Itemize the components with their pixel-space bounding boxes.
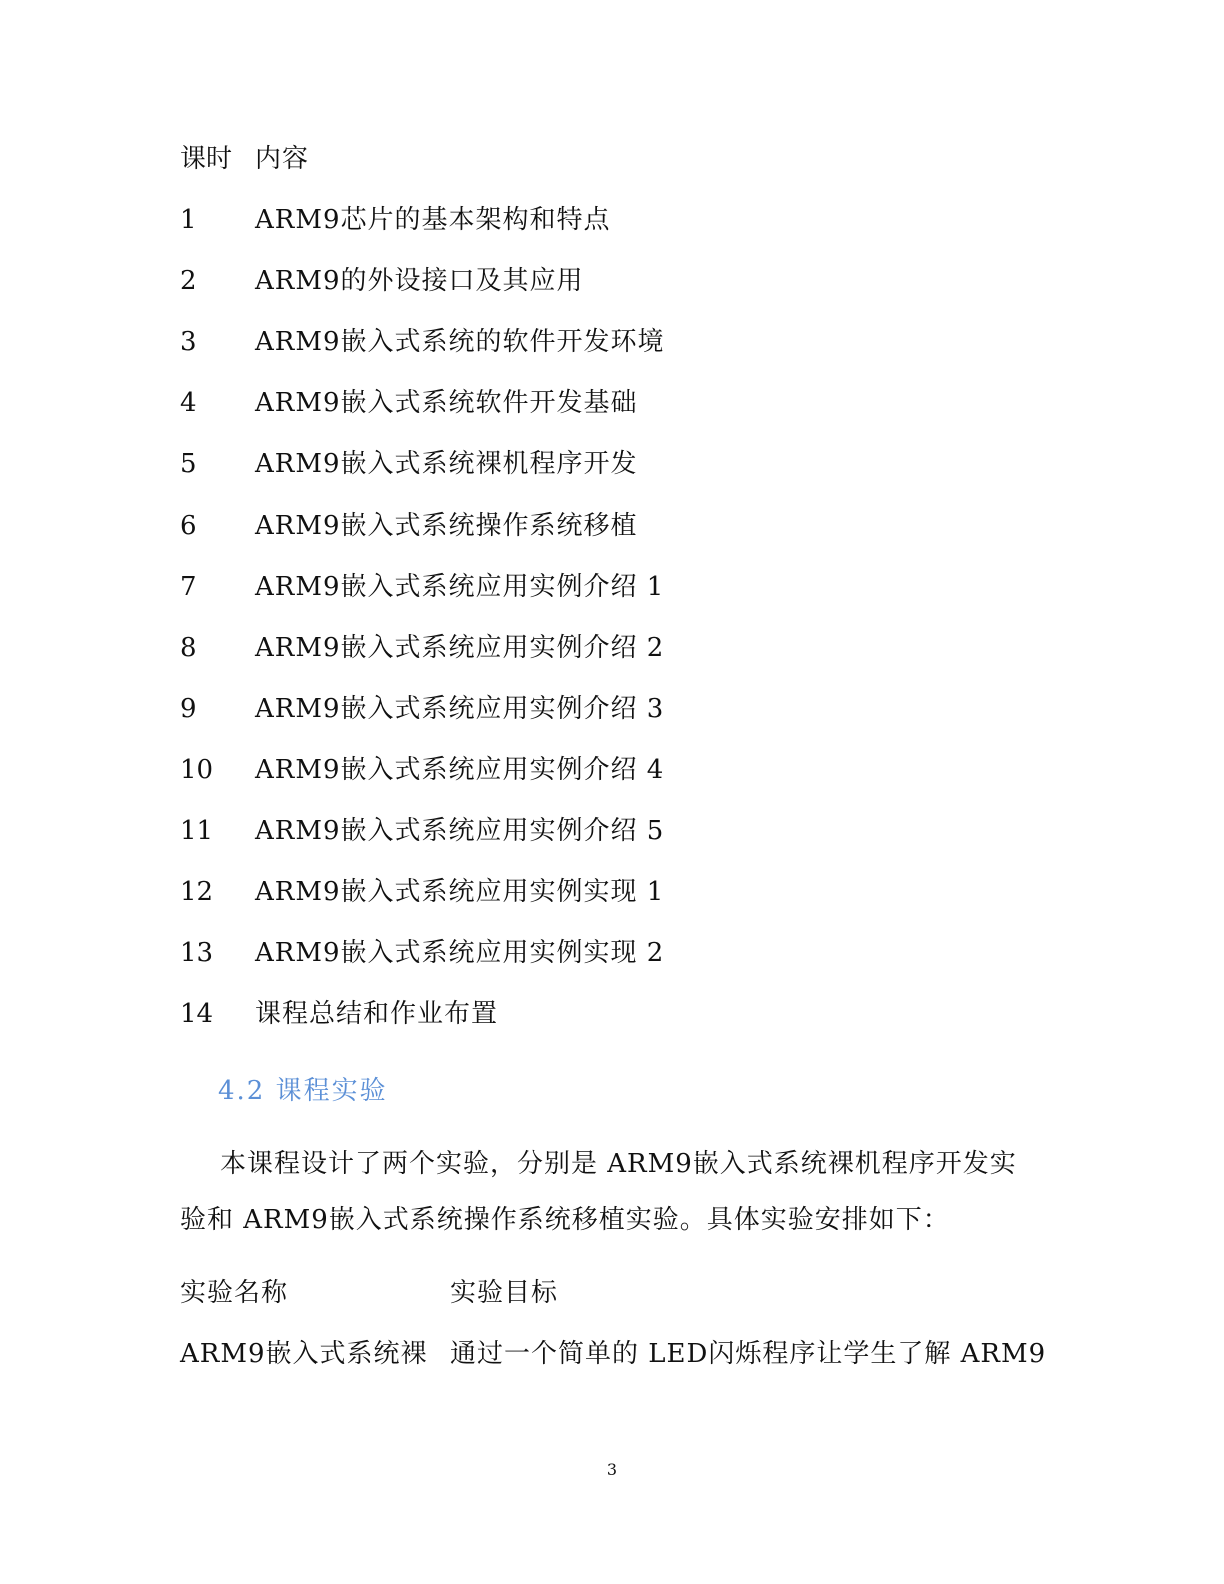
lesson-row [180,811,664,851]
lesson-content: 课程总结和作业布置 [255,999,499,1030]
lesson-content: ARM9嵌入式系统软件开发基础 [255,388,638,419]
experiment-row [180,1334,1046,1374]
experiment-goal: 通过一个简单的 LED闪烁程序让学生了解 ARM9 [450,1339,1047,1369]
lesson-number: 10 [180,754,214,785]
header-content: 内容 [255,144,310,174]
lesson-number: 5 [180,449,197,480]
header-experiment-name: 实验名称 [180,1278,289,1308]
lesson-content: ARM9的外设接口及其应用 [255,266,584,297]
lesson-number: 6 [180,510,197,541]
lessons-table-header [180,139,309,179]
lesson-number: 3 [180,327,197,358]
lesson-content: ARM9嵌入式系统应用实例实现 2 [255,938,665,969]
lesson-row [180,689,664,729]
lesson-number: 4 [180,388,197,419]
lesson-row [180,994,498,1034]
lesson-number: 14 [180,999,214,1030]
header-lesson: 课时 [180,144,233,174]
experiment-name: ARM9嵌入式系统裸 [180,1339,428,1369]
page-number: 3 [606,1460,618,1479]
lesson-content: ARM9嵌入式系统操作系统移植 [255,510,638,541]
lesson-row [180,200,611,240]
paragraph-text: 本课程设计了两个实验，分别是 ARM9嵌入式系统裸机程序开发实验和 ARM9嵌入式系统操作系统移植实验。具体实验安排如下： [180,1149,1017,1235]
section-heading: 4.2 课程实验 [218,1076,388,1106]
lesson-number: 9 [180,693,197,724]
lesson-content: ARM9芯片的基本架构和特点 [255,205,611,235]
lesson-content: ARM9嵌入式系统应用实例介绍 1 [255,571,665,602]
lesson-row [180,261,584,301]
lesson-row [180,628,664,668]
lesson-number: 1 [180,205,197,235]
section-paragraph [180,1136,1040,1248]
lesson-row [180,567,664,607]
experiments-table-header [180,1273,558,1313]
lesson-row [180,383,638,423]
lesson-content: ARM9嵌入式系统裸机程序开发 [255,449,638,480]
lesson-content: ARM9嵌入式系统应用实例介绍 5 [255,816,665,846]
lesson-number: 11 [180,816,214,846]
lesson-number: 8 [180,632,197,663]
lesson-row [180,933,664,973]
lesson-number: 2 [180,266,197,297]
lesson-row [180,872,664,912]
header-experiment-goal: 实验目标 [450,1278,559,1308]
lesson-row [180,506,638,546]
lesson-content: ARM9嵌入式系统应用实例介绍 3 [255,693,665,724]
lesson-content: ARM9嵌入式系统的软件开发环境 [255,327,665,358]
lesson-content: ARM9嵌入式系统应用实例介绍 2 [255,632,665,663]
lesson-number: 13 [180,938,214,969]
lesson-content: ARM9嵌入式系统应用实例介绍 4 [255,754,665,785]
lesson-content: ARM9嵌入式系统应用实例实现 1 [255,877,665,908]
lesson-row [180,322,665,362]
lesson-number: 12 [180,877,214,908]
lesson-row [180,750,664,790]
lesson-row [180,444,638,484]
lesson-number: 7 [180,571,197,602]
